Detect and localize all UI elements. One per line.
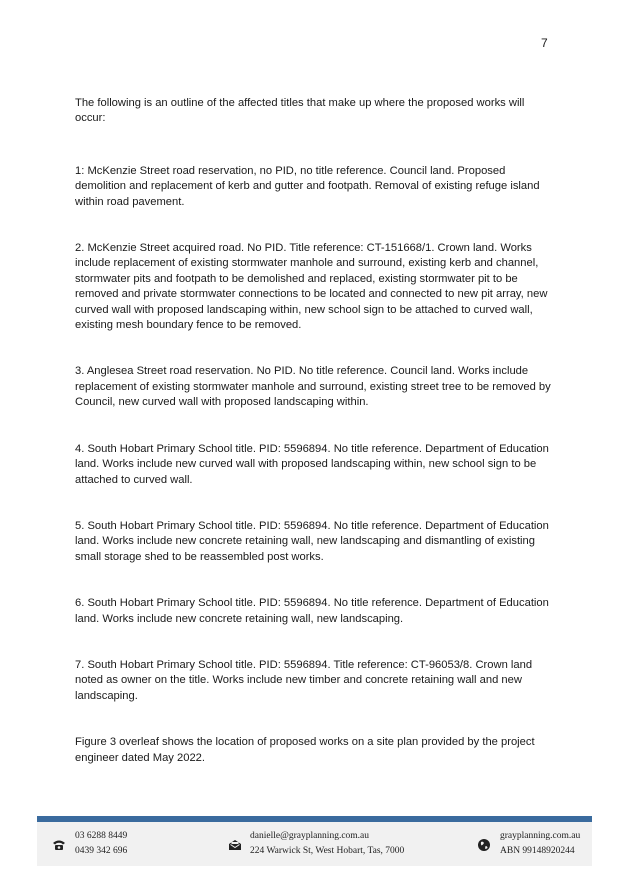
footer-phone-block bbox=[75, 829, 127, 859]
envelope-icon bbox=[228, 838, 242, 852]
title-item-2: 2. McKenzie Street acquired road. No PID. Title reference: CT-151668/1. Crown land. Works include replacement of existing stormwater manhole and surround, existing kerb and channel, stormwater pits and footpath to be demolished and replaced, existing stormwater pit to be removed and private stormwater connections to be located and connected to new pit array, new curved wall with proposed landscaping within, new school sign to be attached to curved wall, existing mesh boundary fence to be removed. bbox=[75, 242, 548, 332]
title-item-1: 1: McKenzie Street road reservation, no PID, no title reference. Council land. Proposed demolition and replacement of kerb and gutter and footpath. Removal of existing refuge island within road pavement. bbox=[75, 164, 540, 208]
footer bbox=[37, 822, 592, 866]
title-item-3: 3. Anglesea Street road reservation. No PID. No title reference. Council land. Works include replacement of existing stormwater manhole and surround, existing street tree to be removed by Council, new curved wall with proposed landscaping within. bbox=[75, 365, 551, 409]
footer-abn: ABN 9914892024​4 bbox=[500, 846, 575, 856]
title-item-4: 4. South Hobart Primary School title. PID: 5596894. No title reference. Department of Education land. Works include new curved wall with proposed landscaping within, new school sign to be attached to curved wall. bbox=[75, 442, 549, 486]
title-item-7: 7. South Hobart Primary School title. PID: 5596894. Title reference: CT-96053/8. Crown land noted as owner on the title. Works include new timber and concrete retaining wall and new landscaping. bbox=[75, 658, 533, 702]
document-body bbox=[75, 96, 551, 766]
footer-website[interactable]: grayplanning.com.au bbox=[500, 831, 581, 841]
footer-email[interactable]: danielle@grayplanning.com.au bbox=[250, 831, 370, 841]
telephone-icon bbox=[52, 838, 66, 852]
footer-address: 224 Warwick St, West Hobart, Tas, 7000 bbox=[250, 846, 405, 856]
footer-contact-block bbox=[250, 829, 404, 859]
footer-phone-2[interactable]: 0439 342 696 bbox=[75, 846, 128, 856]
footer-phone-1[interactable]: 03 6288 8449 bbox=[75, 831, 128, 841]
globe-icon bbox=[477, 838, 491, 852]
page-number: 7 bbox=[541, 36, 548, 50]
intro-paragraph: The following is an outline of the affected titles that make up where the proposed works will occur: bbox=[75, 97, 525, 125]
title-item-5: 5. South Hobart Primary School title. PID: 5596894. No title reference. Department of Education land. Works include new concrete retaining wall, new landscaping and dismantling of existing small storage shed to be reassembled post works. bbox=[75, 519, 549, 563]
footer-web-block bbox=[500, 829, 580, 859]
closing-paragraph: Figure 3 overleaf shows the location of proposed works on a site plan provided by the project engineer dated May 2022. bbox=[75, 736, 535, 764]
title-item-6: 6. South Hobart Primary School title. PID: 5596894. No title reference. Department of Education land. Works include new concrete retaining wall, new landscaping. bbox=[75, 597, 549, 625]
